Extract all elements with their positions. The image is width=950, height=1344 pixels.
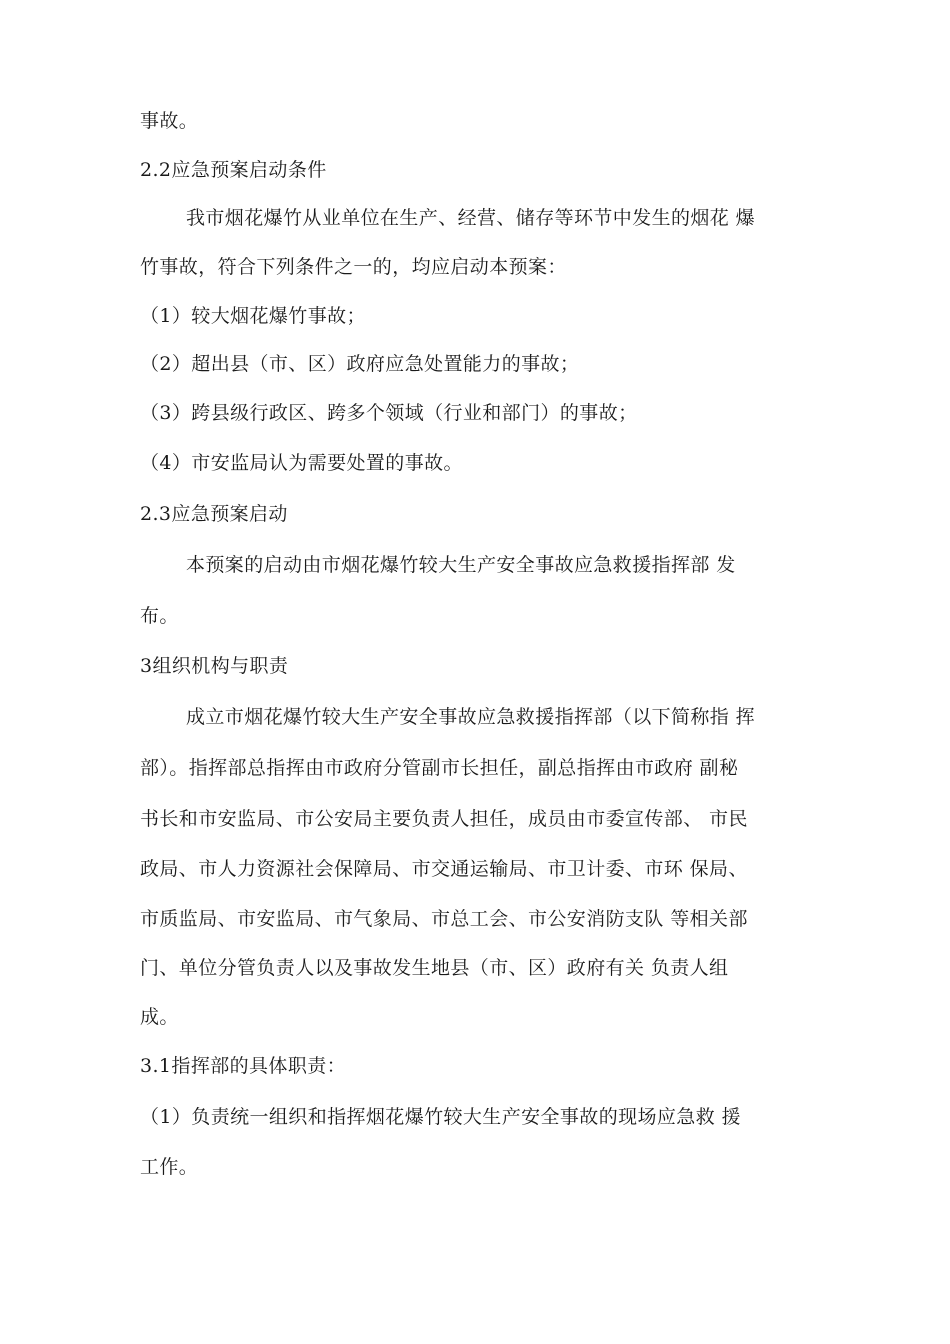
list-item: （1）负责统一组织和指挥烟花爆竹较大生产安全事故的现场应急救 援 bbox=[140, 1106, 741, 1128]
body-text-line: 工作。 bbox=[140, 1156, 199, 1178]
body-text-line: 成立市烟花爆竹较大生产安全事故应急救援指挥部（以下简称指 挥 bbox=[186, 706, 756, 728]
list-item: （3）跨县级行政区、跨多个领域（行业和部门）的事故； bbox=[140, 402, 638, 424]
body-text-line: 竹事故，符合下列条件之一的，均应启动本预案： bbox=[140, 256, 567, 278]
body-text-line: 本预案的启动由市烟花爆竹较大生产安全事故应急救援指挥部 发 bbox=[186, 554, 736, 576]
section-heading-2-2: 2.2应急预案启动条件 bbox=[140, 159, 327, 181]
list-item: （4）市安监局认为需要处置的事故。 bbox=[140, 452, 463, 474]
body-text-line: 布。 bbox=[140, 605, 179, 627]
list-item: （2）超出县（市、区）政府应急处置能力的事故； bbox=[140, 353, 580, 375]
body-text-line: 部）。指挥部总指挥由市政府分管副市长担任，副总指挥由市政府 副秘 bbox=[140, 757, 739, 779]
body-text-line: 市质监局、市安监局、市气象局、市总工会、市公安消防支队 等相关部 bbox=[140, 908, 748, 930]
body-text-line: 政局、市人力资源社会保障局、市交通运输局、市卫计委、市环 保局、 bbox=[140, 858, 748, 880]
body-text-line: 事故。 bbox=[140, 110, 199, 132]
body-text-line: 门、单位分管负责人以及事故发生地县（市、区）政府有关 负责人组 bbox=[140, 957, 729, 979]
section-heading-2-3: 2.3应急预案启动 bbox=[140, 503, 288, 525]
body-text-line: 我市烟花爆竹从业单位在生产、经营、储存等环节中发生的烟花 爆 bbox=[186, 207, 756, 229]
body-text-line: 书长和市安监局、市公安局主要负责人担任，成员由市委宣传部、 市民 bbox=[140, 808, 748, 830]
body-text-line: 成。 bbox=[140, 1006, 179, 1028]
section-heading-3-1: 3.1指挥部的具体职责： bbox=[140, 1055, 347, 1077]
list-item: （1）较大烟花爆竹事故； bbox=[140, 305, 366, 327]
section-heading-3: 3组织机构与职责 bbox=[140, 655, 289, 677]
